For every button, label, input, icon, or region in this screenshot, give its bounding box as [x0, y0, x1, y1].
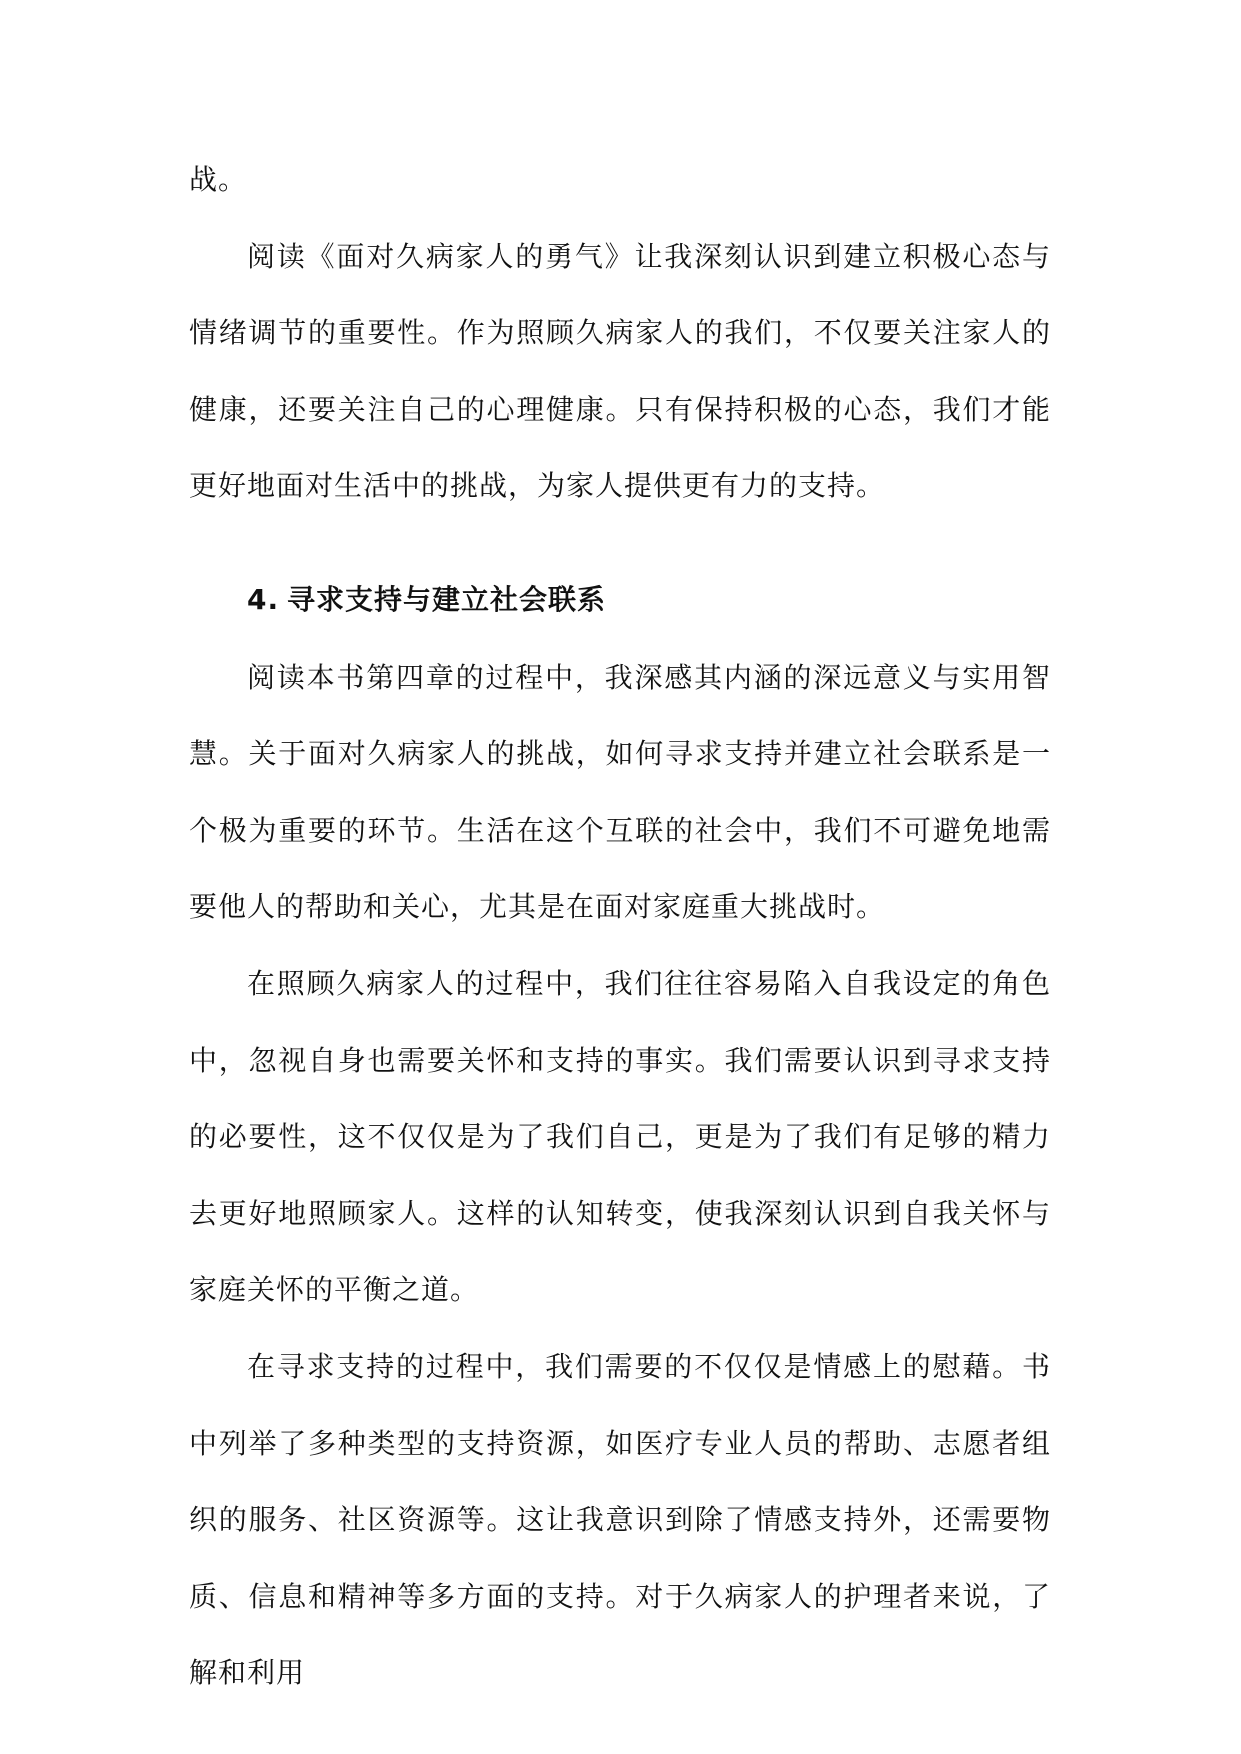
section-heading: [189, 562, 1051, 639]
paragraph-support-resources: 在寻求支持的过程中，我们需要的不仅仅是情感上的慰藉。书中列举了多种类型的支持资源，如医疗专业人员的帮助、志愿者组织的服务、社区资源等。这让我意识到除了情感支持外，还需要物质、信息和精神等多方面的支持。对于久病家人的护理者来说，了解和利用: [189, 1349, 1051, 1690]
section-number: 4.: [247, 582, 280, 616]
paragraph-continuation: 战。: [189, 163, 248, 196]
paragraph-positive-mindset: 阅读《面对久病家人的勇气》让我深刻认识到建立积极心态与情绪调节的重要性。作为照顾久病家人的我们，不仅要关注家人的健康，还要关注自己的心理健康。只有保持积极的心态，我们才能更好地面对生活中的挑战，为家人提供更有力的支持。: [189, 239, 1051, 503]
document-body: [189, 142, 1051, 1712]
paragraph-self-care: 在照顾久病家人的过程中，我们往往容易陷入自我设定的角色中，忽视自身也需要关怀和支持的事实。我们需要认识到寻求支持的必要性，这不仅仅是为了我们自己，更是为了我们有足够的精力去更好地照顾家人。这样的认知转变，使我深刻认识到自我关怀与家庭关怀的平衡之道。: [189, 966, 1051, 1307]
paragraph-chapter-four: 阅读本书第四章的过程中，我深感其内涵的深远意义与实用智慧。关于面对久病家人的挑战，如何寻求支持并建立社会联系是一个极为重要的环节。生活在这个互联的社会中，我们不可避免地需要他人的帮助和关心，尤其是在面对家庭重大挑战时。: [189, 660, 1051, 924]
section-title: 寻求支持与建立社会联系: [287, 582, 607, 616]
